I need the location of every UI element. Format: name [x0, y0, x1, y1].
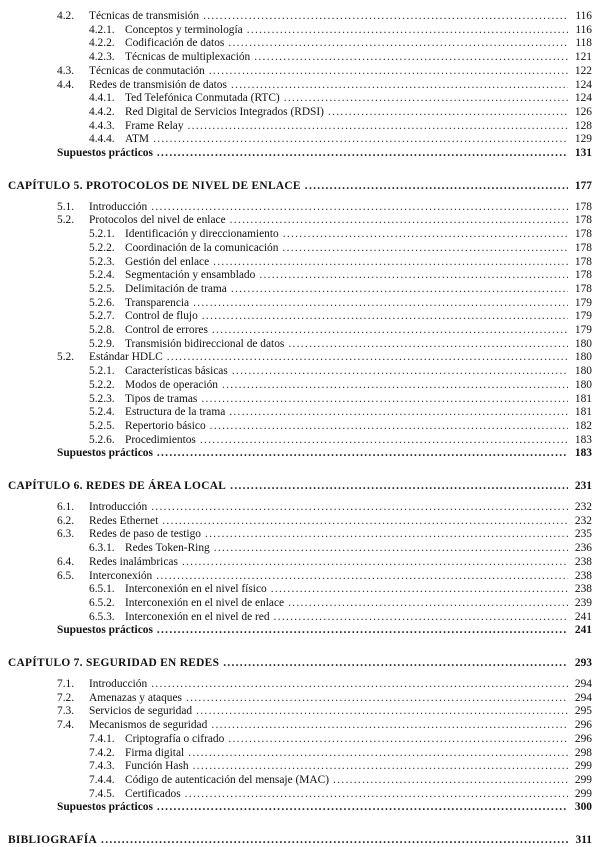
dot-leader [151, 200, 568, 214]
dot-leader [271, 582, 568, 596]
toc-page-number: 131 [574, 147, 592, 159]
toc-row [89, 419, 592, 433]
dot-leader [157, 146, 568, 160]
toc-page-number: 179 [574, 324, 592, 336]
toc-row [57, 677, 592, 691]
toc-entry-number: 6.3.1. [89, 542, 115, 555]
toc-entry-title: Supuestos prácticos [57, 624, 153, 637]
toc-entry-title: Identificación y direccionamiento [125, 228, 279, 241]
dot-leader [214, 541, 568, 555]
toc-entry-number: 4.4.1. [89, 92, 115, 105]
dot-leader [205, 527, 568, 541]
toc-row [89, 23, 592, 37]
toc-page-number: 235 [574, 528, 592, 541]
dot-leader [212, 323, 568, 337]
toc-row [89, 773, 592, 787]
dot-leader [228, 732, 568, 746]
toc-entry-number: 5.2.1. [89, 228, 115, 241]
toc-entry-title: Redes de paso de testigo [89, 528, 201, 541]
toc-entry-title: Supuestos prácticos [57, 147, 153, 159]
toc-entry-title: Estructura de la trama [125, 406, 226, 419]
dot-leader [222, 378, 568, 392]
toc-row [89, 227, 592, 241]
toc-row [57, 800, 592, 814]
dot-leader [231, 78, 568, 92]
toc-row [89, 746, 592, 760]
toc-entry-title: Modos de operación [125, 378, 218, 391]
toc-entry-number: 6.2. [57, 514, 75, 527]
toc-chapter-row [8, 179, 592, 193]
toc-entry-number: 5.2. [57, 214, 75, 227]
toc-entry-number: 6.4. [57, 555, 75, 568]
toc-entry-number: 6.5. [57, 569, 75, 582]
toc-page-number: 180 [574, 351, 592, 364]
toc-entry-title: Control de flujo [125, 310, 198, 323]
toc-page-number: 129 [574, 133, 592, 146]
toc-entry-number: 5.2.8. [89, 324, 115, 336]
dot-leader [157, 623, 568, 637]
toc-entry-number: 5.2.5. [89, 419, 115, 432]
toc-entry-title: Características básicas [125, 365, 228, 378]
toc-entry-number: 5.2. [57, 351, 75, 364]
toc-entry-title: Interconexión [89, 569, 153, 582]
toc-page-number: 231 [574, 480, 592, 492]
toc-row [89, 309, 592, 323]
toc-entry-title: Protocolos del nivel de enlace [89, 214, 226, 227]
toc-row [57, 623, 592, 637]
toc-page-number: 178 [574, 200, 592, 213]
toc-chapter-row [8, 479, 592, 493]
dot-leader [101, 833, 568, 847]
toc-row [57, 146, 592, 160]
toc-entry-title: Función Hash [125, 760, 189, 773]
toc-page-number: 236 [574, 542, 592, 555]
toc-entry-title: Introducción [89, 678, 148, 690]
toc-entry-title: Delimitación de trama [125, 282, 227, 295]
toc-page-number: 296 [574, 732, 592, 745]
toc-page-number: 118 [575, 37, 592, 50]
toc-entry-title: Repertorio básico [125, 419, 206, 432]
toc-page-number: 124 [574, 78, 592, 91]
toc-entry-title: Codificación de datos [125, 37, 225, 50]
toc-page-number: 178 [574, 214, 592, 227]
toc-entry-number: 7.2. [57, 691, 75, 704]
toc-page-number: 294 [574, 691, 592, 704]
toc-row [57, 527, 592, 541]
toc-page-number: 122 [574, 64, 592, 77]
toc-row [89, 433, 592, 447]
toc-entry-number: 6.5.3. [89, 610, 115, 623]
toc-page-number: 116 [575, 23, 592, 36]
toc-page-number: 178 [574, 228, 592, 241]
toc-page-number: 177 [574, 179, 592, 192]
toc-row [89, 378, 592, 392]
dot-leader [185, 787, 568, 801]
toc-row [57, 555, 592, 569]
dot-leader [188, 746, 568, 760]
toc-page-number: 128 [574, 119, 592, 132]
toc-row [89, 759, 592, 773]
toc-entry-title: Supuestos prácticos [57, 447, 153, 460]
dot-leader [283, 227, 568, 241]
dot-leader [196, 704, 568, 718]
toc-entry-number: 7.1. [57, 678, 75, 690]
dot-leader [328, 105, 568, 119]
dot-leader [200, 433, 568, 447]
dot-leader [230, 213, 568, 227]
toc-page-number: 239 [574, 596, 592, 609]
toc-entry-number: 7.3. [57, 705, 75, 718]
toc-page-number: 183 [574, 433, 592, 446]
toc-entry-number: 5.2.3. [89, 255, 115, 268]
toc-entry-title: Código de autenticación del mensaje (MAC) [125, 773, 330, 786]
toc-page-number: 238 [574, 569, 592, 582]
toc-entry-title: Amenazas y ataques [89, 691, 182, 704]
toc-entry-title: Procedimientos [125, 433, 196, 446]
toc-entry-number: 6.3. [57, 528, 75, 541]
toc-entry-title: Ted Telefónica Conmutada (RTC) [125, 92, 280, 105]
toc-entry-number: 6.5.1. [89, 583, 115, 596]
toc-page-number: 124 [574, 92, 592, 105]
dot-leader [151, 677, 568, 691]
toc-page-number: 126 [574, 105, 592, 118]
toc-page-number: 178 [574, 269, 592, 282]
toc-entry-number: 4.2. [57, 10, 75, 22]
dot-leader [182, 555, 568, 569]
toc-page-number: 180 [574, 337, 592, 350]
toc-entry-title: Transmisión bidireccional de datos [125, 337, 285, 350]
toc-row [89, 596, 592, 610]
dot-leader [186, 691, 568, 705]
toc-entry-title: Interconexión en el nivel de red [125, 610, 270, 623]
toc-entry-number: 5.2.6. [89, 296, 115, 309]
toc-row [57, 704, 592, 718]
toc-entry-title: Firma digital [125, 746, 185, 759]
toc-entry-title: Técnicas de conmutación [89, 64, 205, 77]
toc-entry-title: Supuestos prácticos [57, 801, 153, 814]
dot-leader [157, 800, 568, 814]
dot-leader [305, 179, 568, 193]
toc-row [57, 500, 592, 514]
toc-entry-title: Introducción [89, 200, 148, 213]
toc-page-number: 183 [574, 447, 592, 460]
toc-entry-number: 5.2.3. [89, 392, 115, 405]
toc-row [89, 337, 592, 351]
toc-row [57, 78, 592, 92]
toc-row [57, 718, 592, 732]
toc-entry-number: 4.4.4. [89, 133, 115, 146]
dot-leader [230, 479, 568, 493]
toc-page-number: 300 [574, 801, 592, 814]
toc-page-number: 182 [574, 419, 592, 432]
toc-entry-number: 4.2.1. [89, 23, 115, 36]
toc-row [89, 105, 592, 119]
toc-entry-title: Control de errores [125, 324, 208, 336]
dot-leader [229, 405, 568, 419]
toc-entry-title: Criptografía o cifrado [125, 732, 225, 745]
dot-leader [167, 350, 568, 364]
toc-row [89, 541, 592, 555]
toc-page-number: 241 [574, 624, 592, 637]
toc-entry-title: Red Digital de Servicios Integrados (RDSI) [125, 105, 324, 118]
toc-entry-number: 5.2.2. [89, 378, 115, 391]
toc-row [89, 732, 592, 746]
toc-entry-title: Tipos de tramas [125, 392, 198, 405]
toc-row [89, 255, 592, 269]
toc-entry-number: 7.4.2. [89, 746, 115, 759]
toc-entry-title: Redes Token-Ring [125, 542, 210, 555]
toc-chapter-row [8, 833, 592, 847]
toc-entry-title: Conceptos y terminología [125, 23, 243, 36]
toc-row [57, 446, 592, 460]
toc-page-number: 180 [574, 378, 592, 391]
dot-leader [254, 50, 568, 64]
toc-entry-title: Redes Ethernet [89, 514, 159, 527]
dot-leader [203, 9, 568, 23]
toc-entry-title: Interconexión en el nivel de enlace [125, 596, 285, 609]
toc-entry-title: Redes de transmisión de datos [89, 78, 227, 91]
toc-entry-title: Transparencia [125, 296, 190, 309]
toc-entry-title: Coordinación de la comunicación [125, 241, 279, 254]
dot-leader [282, 241, 568, 255]
toc-page-number: 238 [574, 555, 592, 568]
toc-chapter-title: CAPÍTULO 7. SEGURIDAD EN REDES [8, 657, 220, 669]
toc-row [57, 9, 592, 23]
toc-row [57, 569, 592, 583]
dot-leader [201, 392, 568, 406]
toc-row [89, 132, 592, 146]
toc-page-number: 121 [574, 51, 592, 64]
toc-entry-number: 6.1. [57, 501, 75, 513]
toc-entry-number: 4.4.2. [89, 105, 115, 118]
toc-entry-number: 5.2.7. [89, 310, 115, 323]
toc-row [89, 392, 592, 406]
dot-leader [274, 610, 568, 624]
toc-row [57, 350, 592, 364]
dot-leader [153, 132, 568, 146]
toc-row [89, 610, 592, 624]
toc-entry-number: 5.2.5. [89, 282, 115, 295]
toc-page-number: 299 [574, 773, 592, 786]
toc-page-number: 232 [574, 514, 592, 527]
toc-row [89, 119, 592, 133]
toc-page-number: 298 [574, 746, 592, 759]
toc-page-number: 178 [574, 282, 592, 295]
dot-leader [210, 419, 568, 433]
toc-page-number: 296 [574, 719, 592, 732]
toc-page-number: 241 [574, 610, 592, 623]
toc-page-number: 178 [574, 255, 592, 268]
toc-entry-title: Servicios de seguridad [89, 705, 193, 718]
toc-entry-title: Certificados [125, 787, 181, 800]
toc-page-number: 294 [574, 678, 592, 690]
toc-row [57, 64, 592, 78]
toc-entry-number: 4.3. [57, 64, 75, 77]
dot-leader [288, 337, 568, 351]
dot-leader [157, 446, 568, 460]
toc-entry-number: 7.4.5. [89, 787, 115, 800]
toc-page-number: 178 [574, 241, 592, 254]
toc-row [89, 323, 592, 337]
toc-row [89, 268, 592, 282]
toc-entry-number: 5.2.1. [89, 365, 115, 378]
toc-page-number: 232 [574, 501, 592, 513]
toc-row [89, 91, 592, 105]
toc-page-number: 179 [574, 310, 592, 323]
toc-entry-number: 5.2.4. [89, 406, 115, 419]
toc-page-number: 179 [574, 296, 592, 309]
toc-entry-number: 5.2.9. [89, 337, 115, 350]
toc-row [89, 405, 592, 419]
toc-row [89, 36, 592, 50]
dot-leader [193, 296, 568, 310]
dot-leader [231, 282, 568, 296]
toc-entry-title: Interconexión en el nivel físico [125, 583, 267, 596]
toc-row [89, 582, 592, 596]
toc-row [89, 241, 592, 255]
toc-row [57, 213, 592, 227]
toc-entry-title: Gestión del enlace [125, 255, 210, 268]
dot-leader [259, 268, 568, 282]
dot-leader [162, 514, 568, 528]
dot-leader [247, 23, 568, 37]
toc-entry-title: Mecanismos de seguridad [89, 719, 208, 732]
dot-leader [188, 119, 568, 133]
toc-entry-number: 5.2.4. [89, 269, 115, 282]
dot-leader [288, 596, 568, 610]
toc-page-number: 180 [574, 365, 592, 378]
toc-entry-number: 7.4.1. [89, 732, 115, 745]
toc-row [57, 691, 592, 705]
toc-row [57, 514, 592, 528]
toc-page-number: 311 [575, 834, 592, 846]
toc-entry-number: 4.2.2. [89, 37, 115, 50]
toc-entry-title: Frame Relay [125, 119, 184, 132]
dot-leader [209, 64, 568, 78]
toc-entry-number: 7.4.4. [89, 773, 115, 786]
toc-page-number: 238 [574, 583, 592, 596]
toc-entry-title: Técnicas de transmisión [89, 10, 200, 22]
dot-leader [284, 91, 568, 105]
dot-leader [193, 759, 568, 773]
dot-leader [213, 255, 568, 269]
toc-page-number: 181 [574, 392, 592, 405]
toc-entry-title: Redes inalámbricas [89, 555, 178, 568]
toc-entry-number: 7.4.3. [89, 760, 115, 773]
toc-entry-title: ATM [125, 133, 150, 146]
toc-page-number: 299 [574, 787, 592, 800]
dot-leader [228, 36, 568, 50]
toc-page-number: 116 [575, 10, 592, 22]
toc-chapter-title: BIBLIOGRAFÍA [8, 834, 98, 846]
toc-entry-title: Segmentación y ensamblado [125, 269, 256, 282]
toc-page-number: 299 [574, 760, 592, 773]
toc-chapter-title: CAPÍTULO 6. REDES DE ÁREA LOCAL [8, 480, 227, 492]
toc-row [89, 282, 592, 296]
toc-row [89, 787, 592, 801]
dot-leader [223, 656, 568, 670]
toc-entry-number: 4.2.3. [89, 51, 115, 64]
toc-entry-number: 7.4. [57, 719, 75, 732]
toc-entry-number: 4.4.3. [89, 119, 115, 132]
toc-page-number: 293 [574, 657, 592, 669]
toc-entry-title: Estándar HDLC [89, 351, 163, 364]
toc-row [89, 364, 592, 378]
toc-row [89, 296, 592, 310]
toc-entry-title: Técnicas de multiplexación [125, 51, 251, 64]
toc-entry-number: 5.1. [57, 200, 75, 213]
dot-leader [156, 569, 568, 583]
toc-entry-number: 5.2.6. [89, 433, 115, 446]
toc-page-number: 295 [574, 705, 592, 718]
toc-entry-number: 5.2.2. [89, 241, 115, 254]
toc-entry-number: 6.5.2. [89, 596, 115, 609]
toc-chapter-title: CAPÍTULO 5. PROTOCOLOS DE NIVEL DE ENLACE [8, 179, 301, 192]
toc-page-number: 181 [574, 406, 592, 419]
dot-leader [202, 309, 568, 323]
toc-row [57, 200, 592, 214]
dot-leader [333, 773, 568, 787]
toc-row [89, 50, 592, 64]
dot-leader [151, 500, 568, 514]
toc-entry-number: 4.4. [57, 78, 75, 91]
dot-leader [211, 718, 568, 732]
toc-chapter-row [8, 656, 592, 670]
toc-entry-title: Introducción [89, 501, 148, 513]
dot-leader [232, 364, 568, 378]
